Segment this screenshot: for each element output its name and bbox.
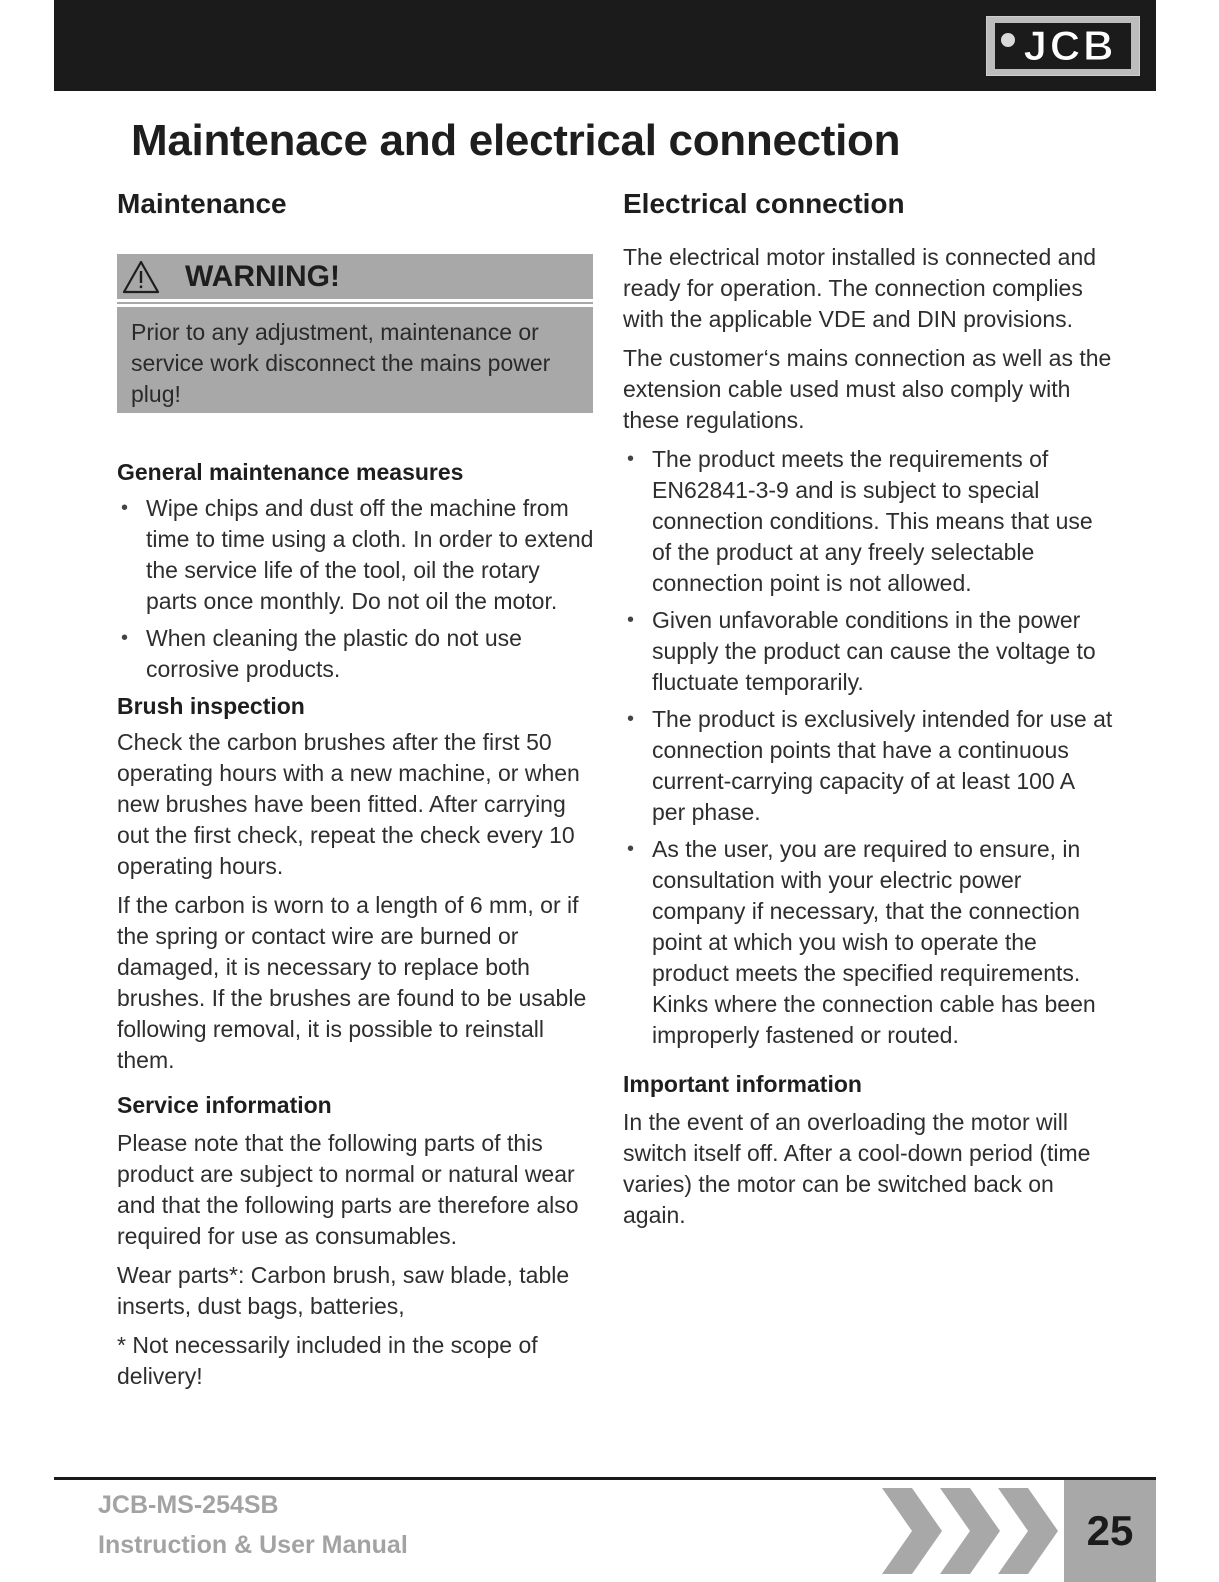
- electrical-paragraph: The customer‘s mains connection as well as the extension cable used must also comply with these regulations.: [623, 345, 1112, 433]
- list-item: • As the user, you are required to ensure, in consultation with your electric power company if necessary, that the connection point at which you wish to operate the product meets the specified requirements. Kinks where the connection cable has been improperly fastened or routed.: [627, 836, 1096, 1048]
- page-number-box: [1064, 1480, 1156, 1582]
- electrical-heading: Electrical connection: [623, 188, 905, 219]
- page-title: Maintenace and electrical connection: [131, 116, 901, 165]
- general-maintenance-heading: General maintenance measures: [117, 459, 464, 485]
- logo-badge-icon: [1001, 33, 1015, 47]
- bullet-icon: •: [121, 627, 129, 649]
- electrical-column: [623, 186, 1113, 1239]
- brush-paragraph: If the carbon is worn to a length of 6 mm, or if the spring or contact wire are burned or damaged, it is necessary to replace both brushes. If the brushes are found to be usable following removal, it is possible to reinstall them.: [117, 892, 587, 1073]
- page-number: 25: [1086, 1507, 1134, 1554]
- jcb-logo: [986, 16, 1140, 76]
- brush-inspection-heading: Brush inspection: [117, 693, 305, 719]
- warning-box: [117, 254, 593, 413]
- general-maintenance-list: [117, 493, 595, 685]
- logo-text: JCB: [1023, 22, 1117, 69]
- bullet-icon: •: [627, 708, 635, 730]
- important-information-heading: Important information: [623, 1071, 862, 1097]
- brush-paragraph: Check the carbon brushes after the first 50 operating hours with a new machine, or when new brushes have been fitted. After carrying out the first check, repeat the check every 10 operating hours.: [117, 729, 580, 879]
- footer-model: JCB-MS-254SB: [98, 1491, 279, 1519]
- list-item: • The product is exclusively intended for use at connection points that have a continuous current-carrying capacity of at least 100 A per phase.: [627, 706, 1113, 825]
- maintenance-heading: Maintenance: [117, 188, 287, 219]
- list-item: • When cleaning the plastic do not use corrosive products.: [121, 625, 522, 682]
- warning-text: Prior to any adjustment, maintenance or service work disconnect the mains power plug!: [131, 319, 551, 407]
- important-paragraph: In the event of an overloading the motor will switch itself off. After a cool-down period (time varies) the motor can be switched back on again.: [623, 1109, 1091, 1228]
- bullet-icon: •: [121, 497, 129, 519]
- header-bar: [54, 0, 1156, 91]
- warning-title: WARNING!: [185, 259, 340, 293]
- service-paragraph: Please note that the following parts of this product are subject to normal or natural wear and that the following parts are therefore also required for use as consumables.: [117, 1130, 579, 1249]
- warning-triangle-icon: [121, 259, 161, 295]
- chevron-arrows-icon: [880, 1480, 1070, 1582]
- footer-manual-title: Instruction & User Manual: [98, 1531, 408, 1559]
- service-information-heading: Service information: [117, 1092, 332, 1118]
- warning-body: [117, 307, 593, 413]
- electrical-requirements-list: [623, 444, 1113, 1051]
- service-paragraph: * Not necessarily included in the scope of delivery!: [117, 1332, 538, 1389]
- list-item: • Wipe chips and dust off the machine from time to time using a cloth. In order to extend the service life of the tool, oil the rotary parts once monthly. Do not oil the motor.: [121, 495, 594, 614]
- maintenance-column: [117, 186, 595, 1400]
- service-paragraph: Wear parts*: Carbon brush, saw blade, table inserts, dust bags, batteries,: [117, 1262, 570, 1319]
- warning-header: [117, 254, 593, 302]
- bullet-icon: •: [627, 838, 635, 860]
- bullet-icon: •: [627, 448, 635, 470]
- electrical-paragraph: The electrical motor installed is connected and ready for operation. The connection complies with the applicable VDE and DIN provisions.: [623, 244, 1097, 332]
- list-item: • Given unfavorable conditions in the power supply the product can cause the voltage to fluctuate temporarily.: [627, 607, 1096, 695]
- list-item: • The product meets the requirements of EN62841-3-9 and is subject to special connection conditions. This means that use of the product at any freely selectable connection point is not allowed.: [627, 446, 1093, 596]
- bullet-icon: •: [627, 609, 635, 631]
